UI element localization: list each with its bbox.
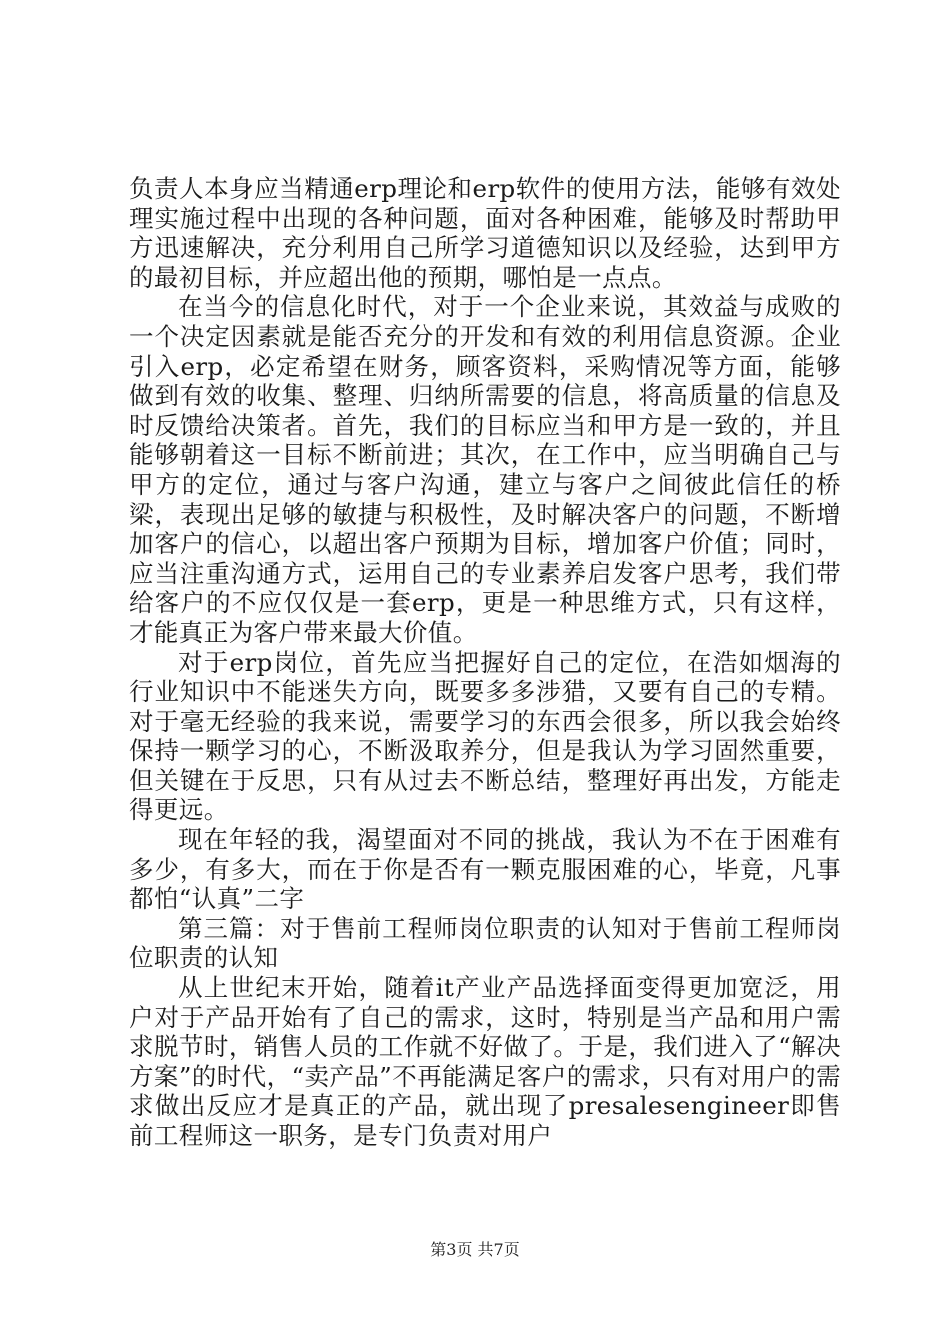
paragraph-1: 负责人本身应当精通erp理论和erp软件的使用方法，能够有效处理实施过程中出现的各种问题，面对各种困难，能够及时帮助甲方迅速解决，充分利用自己所学习道德知识以及经验，达到甲方的最初目标，并应超出他的预期，哪怕是一点点。 — [129, 174, 841, 292]
page-number-footer: 第3页 共7页 — [430, 1240, 520, 1259]
paragraph-3: 对于erp岗位，首先应当把握好自己的定位，在浩如烟海的行业知识中不能迷失方向，既要多多涉猎，又要有自己的专精。对于毫无经验的我来说，需要学习的东西会很多，所以我会始终保持一颗学习的心，不断汲取养分，但是我认为学习固然重要，但关键在于反思，只有从过去不断总结，整理好再出发，方能走得更远。 — [129, 647, 841, 825]
paragraph-2: 在当今的信息化时代，对于一个企业来说，其效益与成败的一个决定因素就是能否充分的开发和有效的利用信息资源。企业引入erp，必定希望在财务，顾客资料，采购情况等方面，能够做到有效的收集、整理、归纳所需要的信息，将高质量的信息及时反馈给决策者。首先，我们的目标应当和甲方是一致的，并且能够朝着这一目标不断前进；其次，在工作中，应当明确自己与甲方的定位，通过与客户沟通，建立与客户之间彼此信任的桥梁，表现出足够的敏捷与积极性，及时解决客户的问题，不断增加客户的信心，以超出客户预期为目标，增加客户价值；同时，应当注重沟通方式，运用自己的专业素养启发客户思考，我们带给客户的不应仅仅是一套erp，更是一种思维方式，只有这样，才能真正为客户带来最大价值。 — [129, 292, 841, 647]
paragraph-5: 从上世纪末开始，随着it产业产品选择面变得更加宽泛，用户对于产品开始有了自己的需求，这时，特别是当产品和用户需求脱节时，销售人员的工作就不好做了。于是，我们进入了“解决方案”的时代，“卖产品”不再能满足客户的需求，只有对用户的需求做出反应才是真正的产品，就出现了presalesengineer即售前工程师这一职务，是专门负责对用户 — [129, 973, 841, 1150]
paragraph-4: 现在年轻的我，渴望面对不同的挑战，我认为不在于困难有多少，有多大，而在于你是否有一颗克服困难的心，毕竟，凡事都怕“认真”二字 — [129, 825, 841, 914]
section-heading: 第三篇：对于售前工程师岗位职责的认知对于售前工程师岗位职责的认知 — [129, 913, 841, 973]
document-body — [129, 174, 841, 1151]
